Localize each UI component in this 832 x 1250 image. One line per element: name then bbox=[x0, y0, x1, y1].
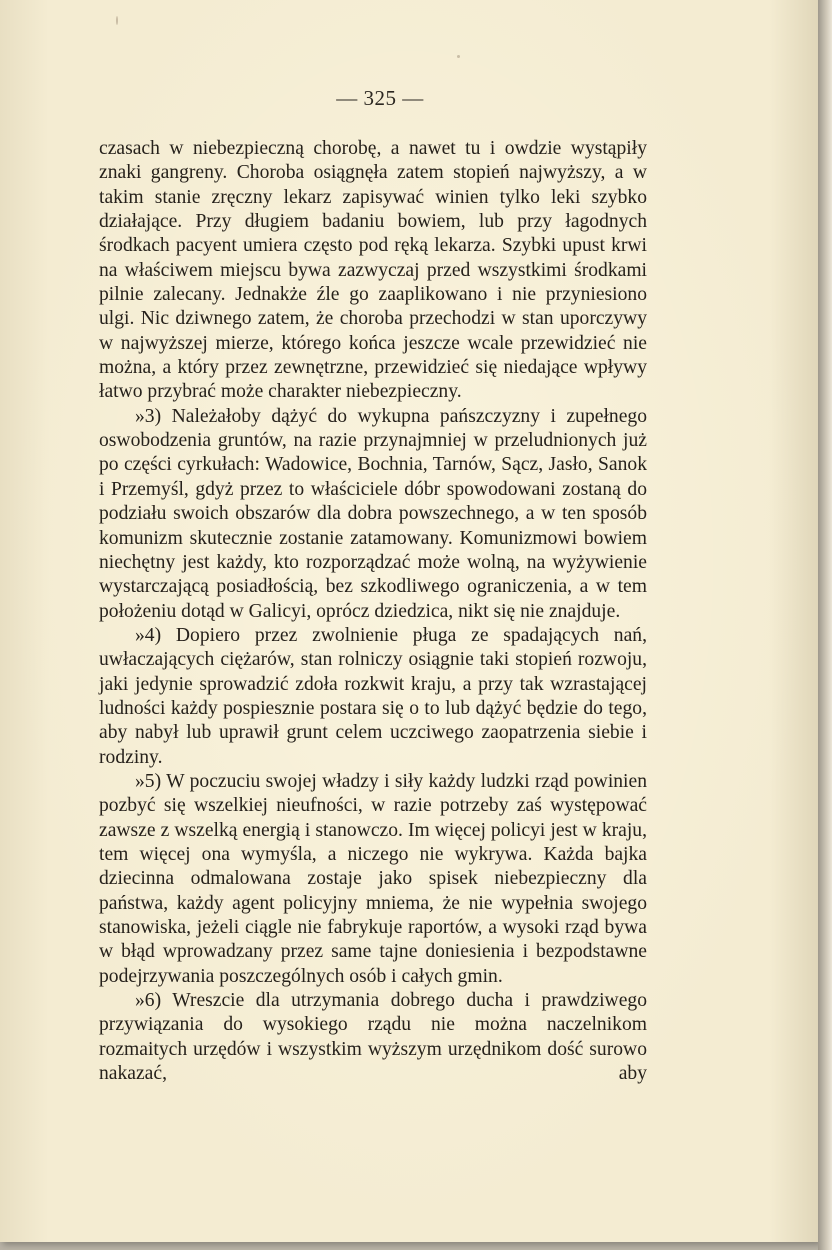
ink-speck bbox=[457, 55, 460, 58]
paragraph: »4) Dopiero przez zwolnienie pługa ze spadających nań, uwłaczających ciężarów, stan rolniczy osiągnie taki stopień rozwoju, jaki jedynie sprowadzić zdoła rozkwit kraju, a przy tak wzrastającej ludności każdy pospiesznie postara się o to lub dążyć będzie do tego, aby nabył lub uprawił grunt celem uczciwego zaopatrzenia siebie i rodziny. bbox=[99, 624, 647, 768]
paragraph: »3) Należałoby dążyć do wykupna pańszczyzny i zupełnego oswobodzenia gruntów, na razie przynajmniej w przeludnionych już po części cyrkułach: Wadowice, Bochnia, Tarnów, Sącz, Jasło, Sanok i Przemyśl, gdyż przez to właściciele dóbr spowodowani zostaną do podziału swoich obszarów dla dobra powszechnego, a w ten sposób komunizm skutecznie zostanie zatamowany. Komunizmowi bowiem niechętny jest każdy, kto rozporządzać może wolną, na wyżywienie wystarczającą posiadłością, bez szkodliwego ograniczenia, a w tem położeniu dotąd w Galicyi, oprócz dziedzica, nikt się nie znajduje. bbox=[99, 405, 647, 622]
paragraph: czasach w niebezpieczną chorobę, a nawet tu i owdzie wystąpiły znaki gangreny. Choroba osiągnęła zatem stopień najwyższy, a w takim stanie zręczny lekarz zapisywać winien tylko leki szybko działające. Przy długiem badaniu bowiem, lub przy łagodnych środkach pacyent umiera często pod ręką lekarza. Szybki upust krwi na właściwem miejscu bywa zazwyczaj przed wszystkimi środkami pilnie zalecany. Jednakże źle go zaaplikowano i nie przyniesiono ulgi. Nic dziwnego zatem, że choroba przechodzi w stan uporczywy w najwyższej mierze, którego końca jeszcze wcale przewidzieć nie można, a który przez zewnętrzne, przewidzieć się niedające wpływy łatwo przybrać może charakter niebezpieczny. bbox=[99, 138, 647, 403]
page-edge bbox=[818, 0, 832, 1250]
paragraph: »6) Wreszcie dla utrzymania dobrego ducha i prawdziwego przywiązania do wysokiego rządu nie można naczelnikom rozmaitych urzędów i wszystkim wyższym urzędnikom dość surowo nakazać, aby bbox=[99, 990, 647, 1085]
body-text bbox=[99, 137, 647, 1086]
page-number: — 325 — bbox=[336, 86, 424, 110]
paragraph: »5) W poczuciu swojej władzy i siły każdy ludzki rząd powinien pozbyć się wszelkiej nieufności, w razie potrzeby zaś występować zawsze z wszelką energią i stanowczo. Im więcej policyi jest w kraju, tem więcej ona wymyśla, a niczego nie wykrywa. Każda bajka dziecinna odmalowana zostaje jako spisek niebezpieczny dla państwa, każdy agent policyjny mniema, że nie wypełnia swojego stanowiska, jeżeli ciągle nie fabrykuje raportów, a wysoki rząd bywa w błąd wprowadzany przez same tajne doniesienia i bezpodstawne podejrzywania poszczególnych osób i całych gmin. bbox=[99, 770, 647, 987]
ink-speck bbox=[116, 16, 118, 25]
